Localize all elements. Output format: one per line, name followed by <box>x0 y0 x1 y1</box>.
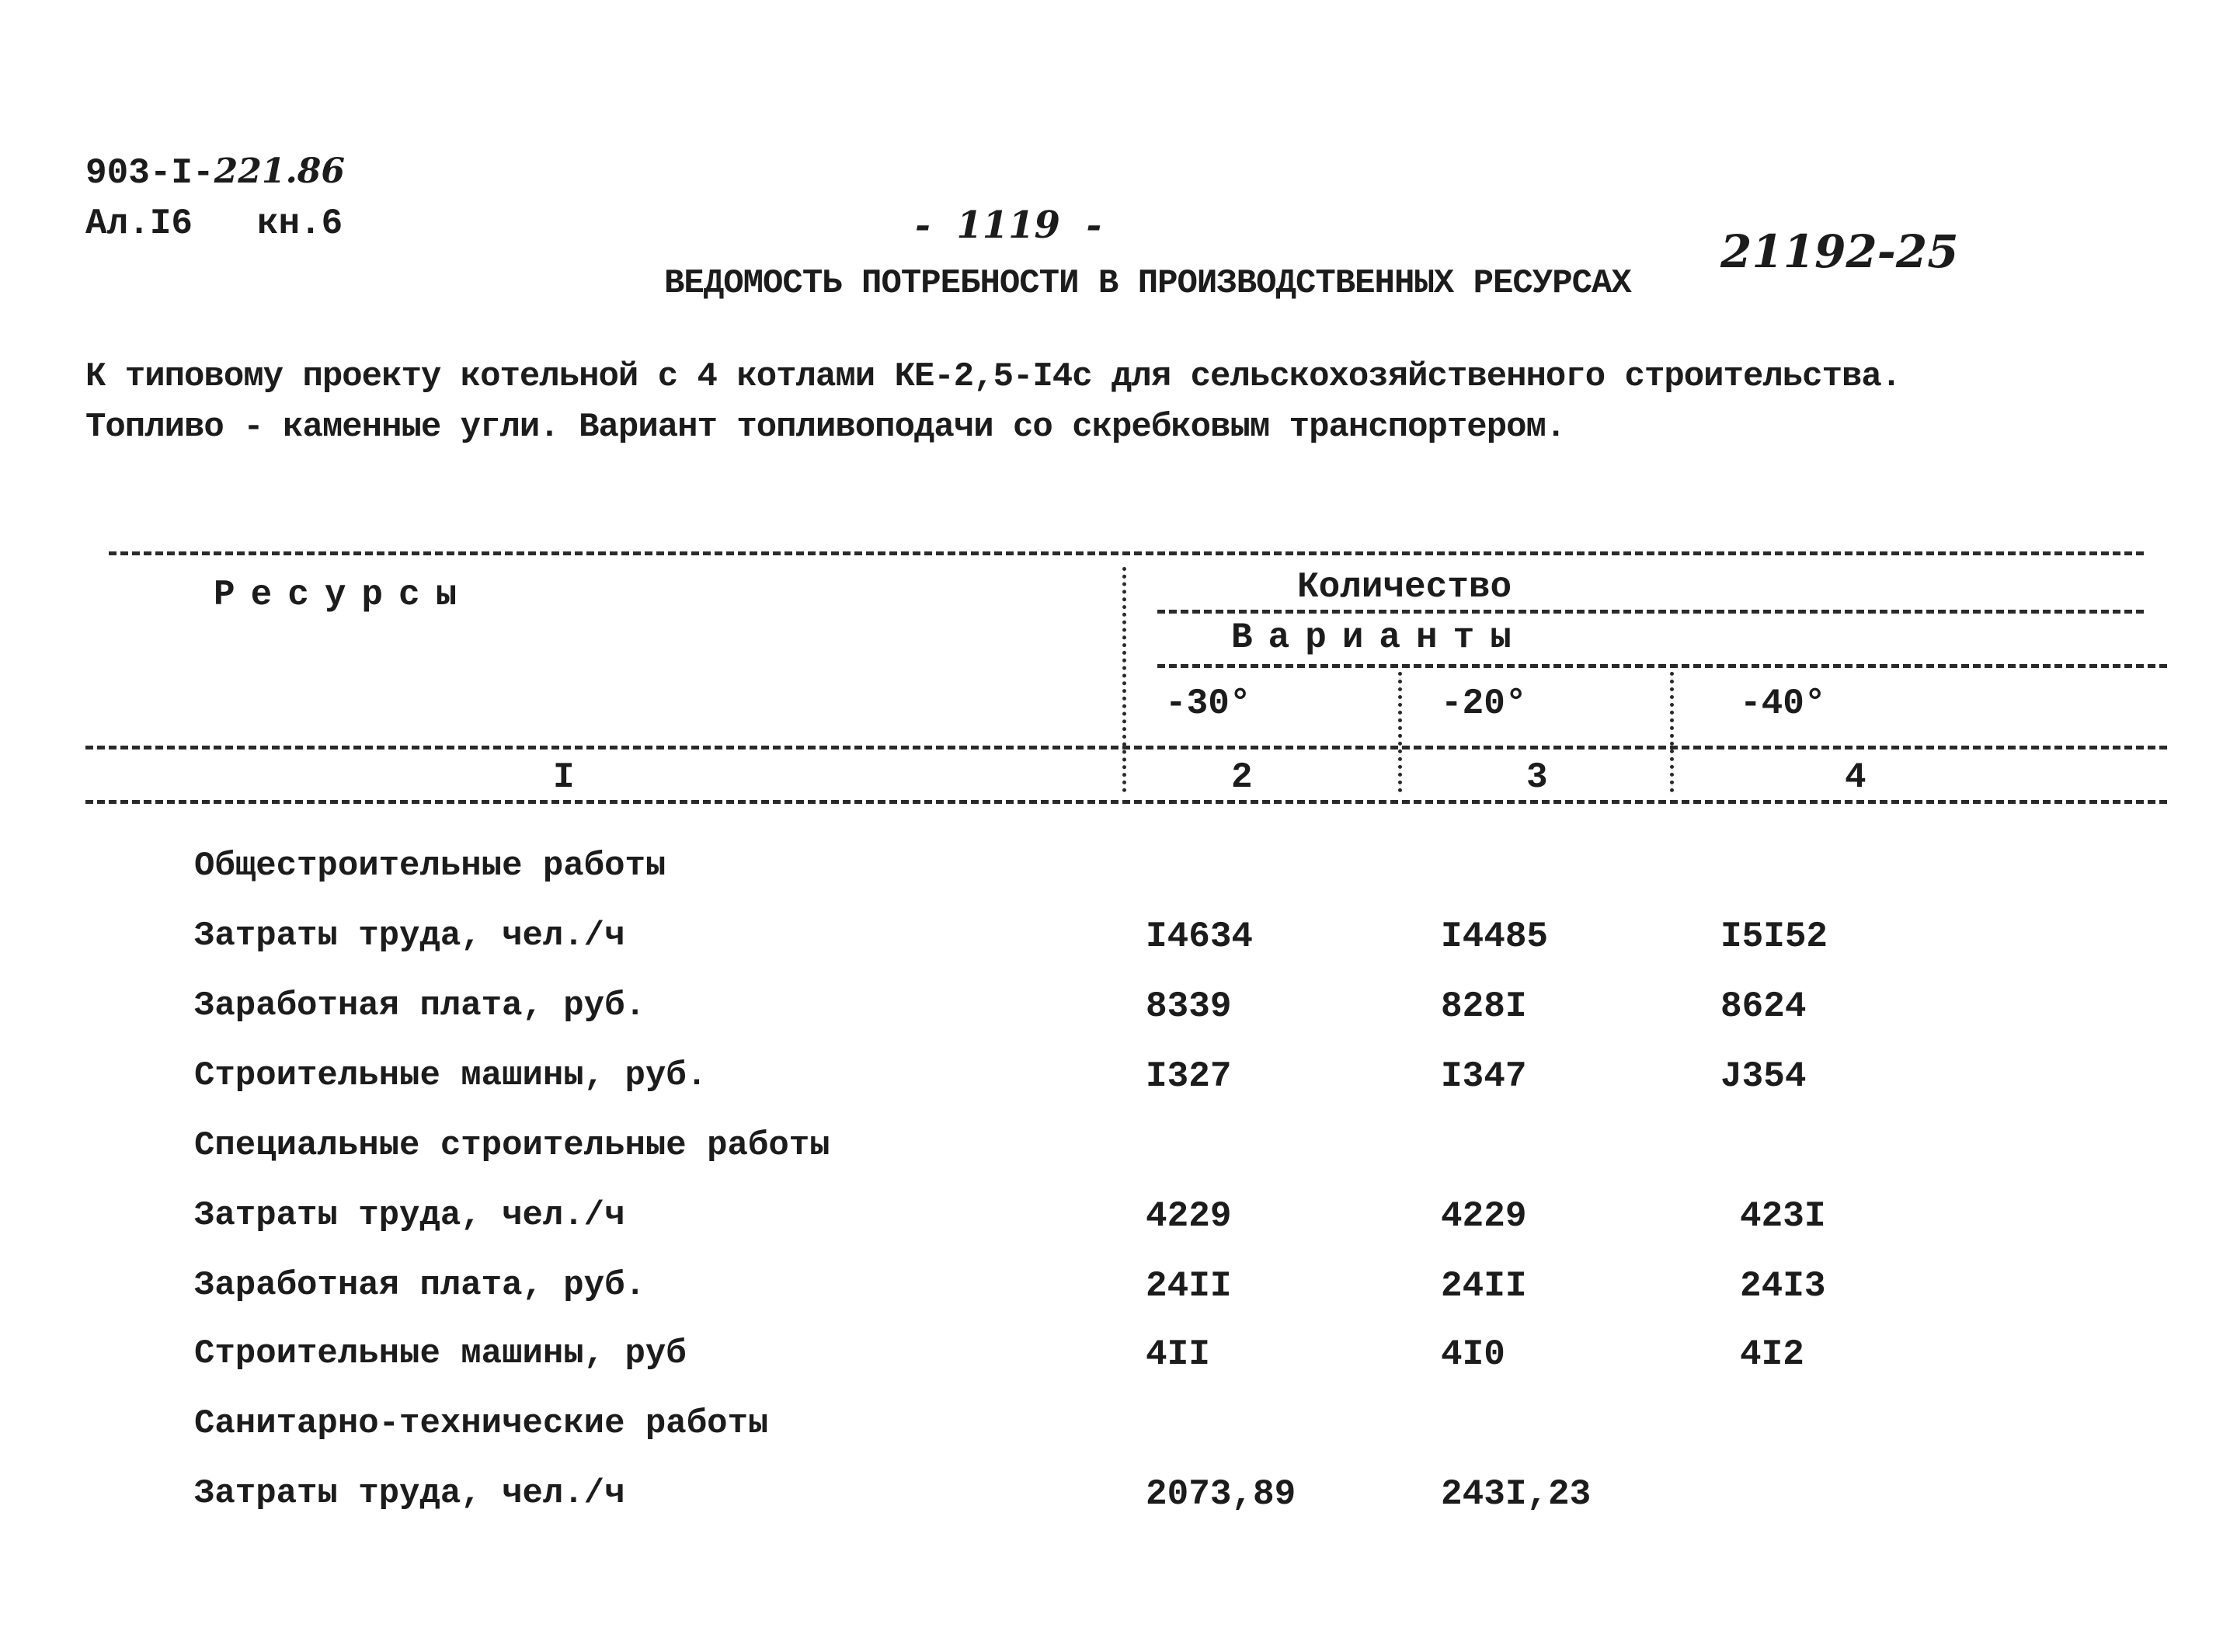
document-title: ВЕДОМОСТЬ ПОТРЕБНОСТИ В ПРОИЗВОДСТВЕННЫХ РЕСУРСАХ <box>664 264 1631 303</box>
row-label: Общестроительные работы <box>194 847 666 885</box>
value-cell: 4I0 <box>1441 1334 1505 1375</box>
value-cell: I347 <box>1441 1056 1527 1097</box>
value-cell: I5I52 <box>1720 916 1828 957</box>
numbers-bottom-rule <box>85 800 2167 804</box>
intro-line-1: К типовому проекту котельной с 4 котлами КЕ-2,5-I4с для сельскохозяйственного строительства. <box>85 357 1901 396</box>
quantity-rule <box>1157 610 2144 614</box>
column-number-1: I <box>553 757 575 798</box>
sheet-code <box>85 151 345 193</box>
row-label: Затраты труда, чел./ч <box>194 1196 625 1235</box>
value-cell: 8624 <box>1720 986 1807 1027</box>
variant-header-3: -40° <box>1740 683 1826 724</box>
value-cell: 828I <box>1441 986 1527 1027</box>
row-label: Затраты труда, чел./ч <box>194 1474 625 1513</box>
value-cell: J354 <box>1720 1056 1807 1097</box>
column-separator-3 <box>1670 672 1674 792</box>
value-cell: I4634 <box>1146 916 1254 957</box>
column-header-resources: Ресурсы <box>214 575 473 615</box>
column-separator-2 <box>1398 672 1402 792</box>
row-label: Строительные машины, руб <box>194 1334 687 1373</box>
value-cell: I4485 <box>1441 916 1549 957</box>
variants-rule <box>1157 664 2167 668</box>
table-top-rule <box>109 551 2144 555</box>
album-reference: Ал.I6 кн.6 <box>85 203 343 244</box>
page-number: - 1119 - <box>915 203 1102 247</box>
column-separator-1 <box>1122 567 1126 792</box>
intro-line-2: Топливо - каменные угли. Вариант топливоподачи со скребковым транспортером. <box>85 408 1566 447</box>
value-cell: 4II <box>1146 1334 1210 1375</box>
value-cell: 24II <box>1441 1266 1527 1306</box>
value-cell: 4I2 <box>1740 1334 1804 1375</box>
column-header-quantity: Количество <box>1297 567 1512 607</box>
row-label: Санитарно-технические работы <box>194 1404 769 1443</box>
row-label: Затраты труда, чел./ч <box>194 916 625 955</box>
value-cell: 243I,23 <box>1441 1474 1592 1515</box>
value-cell: 2073,89 <box>1146 1474 1296 1515</box>
sheet-code-printed: 903-I- <box>85 153 214 193</box>
value-cell: 24II <box>1146 1266 1232 1306</box>
row-label: Строительные машины, руб. <box>194 1056 708 1095</box>
value-cell: I327 <box>1146 1056 1232 1097</box>
sheet-code-handwritten: 221.86 <box>214 151 346 191</box>
value-cell: 24I3 <box>1740 1266 1826 1306</box>
variant-header-2: -20° <box>1441 683 1527 724</box>
document-number: 21192-25 <box>1720 225 1959 278</box>
header-bottom-rule <box>85 746 2167 749</box>
variant-header-1: -30° <box>1165 683 1251 724</box>
column-number-2: 2 <box>1231 757 1253 798</box>
value-cell: 8339 <box>1146 986 1232 1027</box>
column-header-variants: Варианты <box>1231 617 1527 658</box>
row-label: Заработная плата, руб. <box>194 986 645 1025</box>
row-label: Специальные строительные работы <box>194 1126 830 1165</box>
column-number-3: 3 <box>1526 757 1548 798</box>
value-cell: 423I <box>1740 1196 1826 1236</box>
row-label: Заработная плата, руб. <box>194 1266 645 1305</box>
value-cell: 4229 <box>1146 1196 1232 1236</box>
value-cell: 4229 <box>1441 1196 1527 1236</box>
column-number-4: 4 <box>1845 757 1866 798</box>
